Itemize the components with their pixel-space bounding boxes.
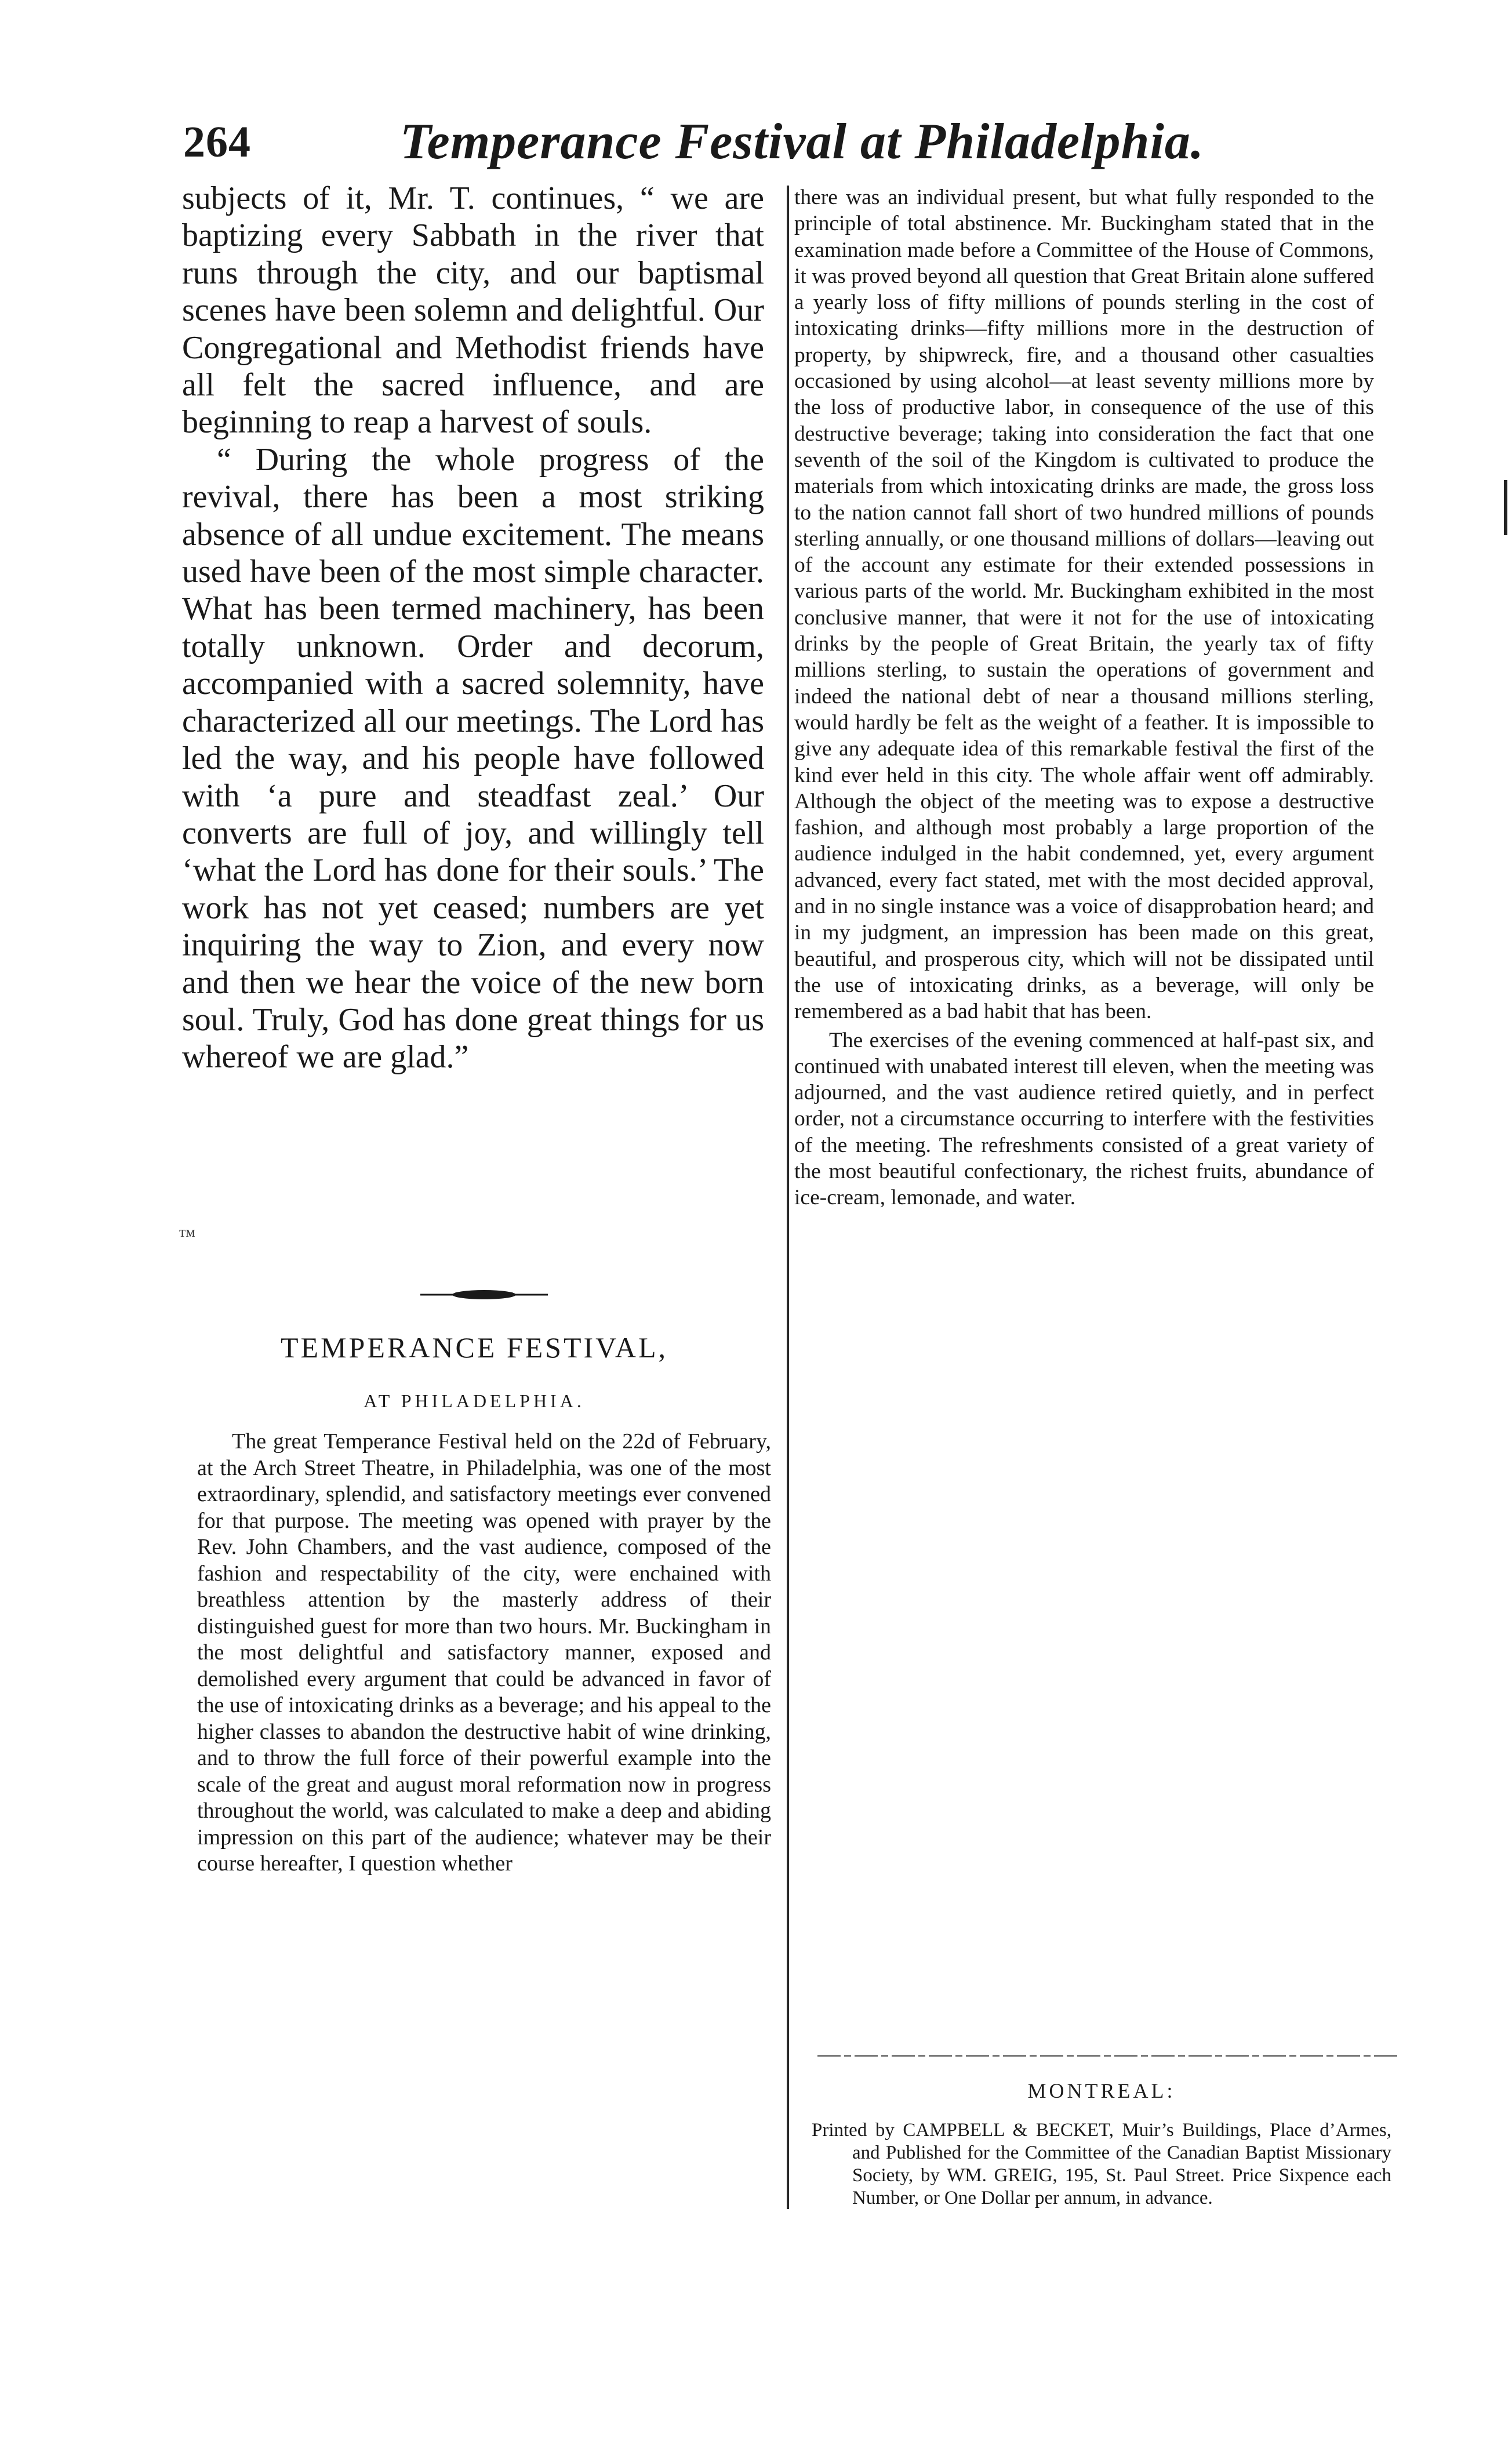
stray-mark: ™ [179,1226,196,1245]
paragraph: there was an individual present, but what fully responded to the principle of total abstinence. Mr. Buckingham stated that in the examination made before a Committee of the House of Commons, it was proved beyond all question that Great Britain alone suffered a yearly loss of fifty millions of pounds sterling in the cost of intoxicating drinks—fifty millions more in the destruction of property, by shipwreck, fire, and a thousand other casualties occasioned by using alcohol—at least seventy millions more by the loss of productive labor, in consequence of the use of this destructive beverage; taking into consideration the fact that one seventh of the soil of the Kingdom is cultivated to produce the materials from which intoxicating drinks are made, the gross loss to the nation cannot fall short of two hundred millions of pounds sterling annually, or one thousand millions of dollars—leaving out of the account any estimate for their extended possessions in various parts of the world. Mr. Buckingham exhibited in the most conclusive manner, that were it not for the use of intoxicating drinks by the people of Great Britain, the yearly tax of fifty millions sterling, to sustain the operations of government and indeed the national debt of near a thousand millions sterling, would hardly be felt as the weight of a feather. It is impossible to give any adequate idea of this remarkable festival the first of the kind ever held in this city. The whole affair went off admirably. Although the object of the meeting was to expose a destructive fashion, and although most probably a large proportion of the audience indulged in the habit condemned, yet, every argument advanced, every fact stated, met with the most decided approval, and in no single instance was a voice of disapprobation heard; and in my judgment, an impression has been made on this great, beautiful, and prosperous city, which will not be dissipated until the use of intoxicating drinks, as a beverage, will only be remembered as a bad habit that has been. [794,186,1374,1024]
imprint-heading: MONTREAL: [1027,2079,1176,2102]
imprint-text: Printed by CAMPBELL & BECKET, Muir’s Buildings, Place d’Armes, and Published for the Committee of the Canadian Baptist Missionary Society, by WM. GREIG, 195, St. Paul Street. Price Sixpence each Number, or One Dollar per annum, in advance. [812,2120,1391,2208]
imprint-rule [817,2050,1397,2062]
paragraph: “ During the whole progress of the revival, there has been a most striking absence of all undue excitement. The means used have been of the most simple character. What has been termed machinery, has been totally unknown. Order and decorum, accompanied with a sacred solemnity, have characterized all our meetings. The Lord has led the way, and his people have followed with ‘a pure and steadfast zeal.’ Our converts are full of joy, and willingly tell ‘what the Lord has done for their souls.’ The work has not yet ceased; numbers are yet inquiring the way to Zion, and every now and then we hear the voice of the new born soul. Truly, God has done great things for us whereof we are glad.” [182,441,764,1076]
ornament-rule-icon [417,1286,551,1303]
section-subtitle: AT PHILADELPHIA. [364,1390,585,1411]
column-rule [787,186,789,2209]
paragraph: subjects of it, Mr. T. continues, “ we are baptizing every Sabbath in the river that runs through the city, and our baptismal scenes have been solemn and delightful. Our Congregational and Methodist friends have all felt the sacred influence, and are beginning to reap a harvest of souls. [182,180,764,441]
left-column-continuation [182,180,764,1076]
paragraph: The great Temperance Festival held on the 22d of February, at the Arch Street Theatre, in Philadelphia, was one of the most extraordinary, splendid, and satisfactory meetings ever convened for that purpose. The meeting was opened with prayer by the Rev. John Chambers, and the vast audience, composed of the fashion and respectability of the city, were enchained with breathless attention by the masterly address of their distinguished guest for more than two hours. Mr. Buckingham in the most delightful and satisfactory manner, exposed and demolished every argument that could be advanced in favor of the use of intoxicating drinks as a beverage; and his appeal to the higher classes to abandon the destructive habit of wine drinking, and to throw the full force of their powerful example into the scale of the great and august moral reformation now in progress throughout the world, was calculated to make a deep and abiding impression on this part of the audience; whatever may be their course hereafter, I question whether [197,1429,771,1876]
imprint [812,2119,1391,2210]
paragraph: The exercises of the evening commenced at half-past six, and continued with unabated interest till eleven, when the meeting was adjourned, and the vast audience retired quietly, and in perfect order, not a circumstance occurring to interfere with the festivities of the meeting. The refreshments consisted of a great variety of the most beautiful confectionary, the richest fruits, abundance of ice-cream, lemonade, and water. [794,1028,1374,1210]
section-body [197,1429,771,1877]
right-column [794,184,1374,1211]
margin-mark [1504,480,1507,535]
running-title: Temperance Festival at Philadelphia. [400,114,1204,170]
section-title: TEMPERANCE FESTIVAL, [280,1331,668,1364]
page-number: 264 [183,118,251,166]
